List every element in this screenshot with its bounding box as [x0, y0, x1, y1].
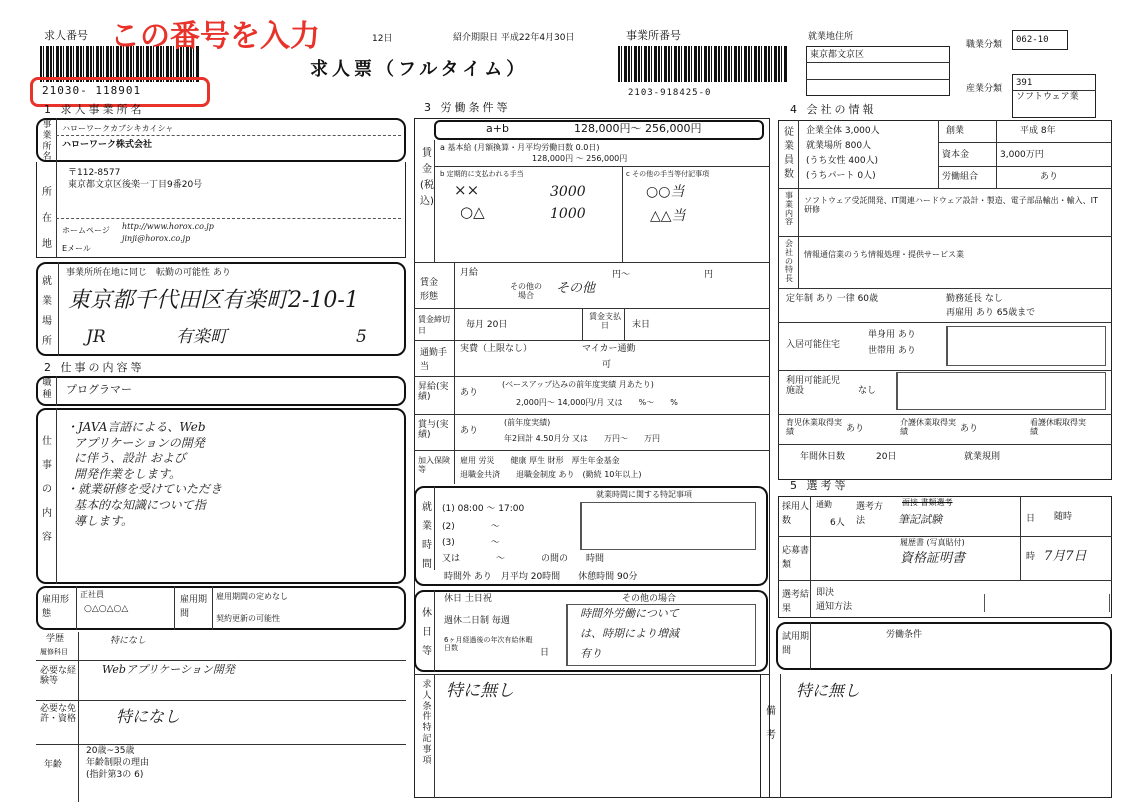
- b-amount-1: 1000: [550, 206, 586, 222]
- yukyu-unit: 日: [540, 648, 550, 658]
- mycar-value: 可: [602, 360, 612, 370]
- c-item-0: ○○当: [646, 184, 685, 200]
- setai: 世帯用 あり: [868, 346, 916, 356]
- tsuchi: 通知方法: [816, 602, 853, 612]
- shokushu: プログラマー: [66, 383, 132, 396]
- instruction-overlay: この番号を入力: [110, 19, 320, 54]
- saiyo-value: 6人: [830, 518, 845, 528]
- kyujin-bango-label: 求人番号: [44, 29, 88, 42]
- teinen: 定年制 あり 一律 60歳: [786, 294, 879, 304]
- shoyo-value: あり: [460, 426, 479, 436]
- sec1-title: 1 求人事業所名: [44, 103, 145, 116]
- hoken-row2: 退職金共済 退職金制度 あり (勤続 10年以上): [460, 470, 642, 479]
- name-label: 事業所名: [42, 120, 52, 163]
- jugyoin-row-1: 就業場所 800人: [806, 141, 872, 151]
- a-value: 128,000円 ～ 256,000円: [532, 154, 628, 163]
- naiyo-line: に伴う、設計 および: [74, 451, 186, 466]
- company-name: ハローワーク株式会社: [62, 140, 153, 150]
- tokucho-label: 会社の特長: [785, 239, 793, 284]
- hi-unit: 日: [1026, 514, 1036, 524]
- koyo-label: 雇用形態: [42, 595, 70, 619]
- jigyo-value: ソフトウェア受託開発、IT関連ハードウェア設計・製造、電子部品輸出・輸入、IT研修: [804, 196, 1098, 215]
- keiken-value: Webアプリケーション開発: [102, 663, 235, 676]
- nenkan-value: 20日: [876, 452, 897, 462]
- shokushu-label: 職種: [42, 378, 52, 400]
- kikan2: 契約更新の可能性: [216, 614, 280, 623]
- shiyo-label: 試用期間: [782, 632, 810, 657]
- jigyosho-barcode: [618, 46, 788, 82]
- koyo-type: 正社員: [80, 590, 104, 599]
- jutaku-label: 入居可能住宅: [786, 340, 841, 350]
- jikangai: 時間外 あり 月平均 20時間 休憩時間 90分: [444, 572, 638, 582]
- ji-unit: 時: [1026, 552, 1036, 562]
- jikan-label: 就業時間: [422, 502, 432, 570]
- jikan-note: 就業時間に関する特記事項: [596, 490, 692, 499]
- keiken-label: 必要な経験等: [40, 666, 77, 687]
- shimebi-value: 毎月 20日: [466, 320, 508, 330]
- saiyo-label: 採用人数: [782, 502, 810, 527]
- kisoku: 就業規則: [964, 452, 1001, 462]
- b-name-0: ××: [454, 181, 480, 199]
- email-label: Eメール: [62, 244, 91, 253]
- menkyo-label: 必要な免許・資格: [40, 704, 77, 725]
- senko-strike: 面接 書類選考: [902, 498, 953, 507]
- nenrei-label: 年齢: [44, 760, 63, 770]
- kumiai-value: あり: [1040, 172, 1059, 182]
- b-label: b 定期的に支払われる手当: [440, 170, 524, 178]
- gakureki-value: 特になし: [110, 636, 147, 646]
- nenkan-label: 年間休日数: [800, 452, 846, 462]
- tanshin: 単身用 あり: [868, 330, 916, 340]
- chingin-label: 賃金(税込): [420, 148, 434, 207]
- jikan-row-4: 又は ～ の間の 時間: [442, 554, 605, 564]
- email-value[interactable]: jinji@horox.co.jp: [122, 234, 191, 243]
- work-label: 就業場所: [42, 276, 52, 347]
- shokugyo-label: 職業分類: [966, 40, 1003, 50]
- jikan-row-1: (1) 08:00 ～ 17:00: [442, 504, 525, 514]
- kinmu-encho: 勤務延長 なし: [946, 294, 1003, 304]
- jutaku-box: [946, 326, 1106, 366]
- nenrei-1: 20歳~35歳: [86, 746, 135, 756]
- shimebi-label: 賃金締切日: [418, 315, 450, 336]
- shihon-label: 資本金: [942, 150, 970, 160]
- sangyo-label: 産業分類: [966, 84, 1003, 94]
- takuji-box: [896, 372, 1106, 410]
- c-label: c その他の手当等付記事項: [626, 170, 710, 178]
- shiyo-box: [776, 622, 1112, 670]
- biko-label: 備考: [766, 706, 776, 741]
- kekka-label: 選考結果: [782, 590, 810, 615]
- shoyo-label: 賞与(実績): [418, 420, 449, 441]
- sonota-label: その他の場合: [510, 282, 542, 301]
- saikoyo: 再雇用 あり 65歳まで: [946, 308, 1036, 318]
- keitai-label: 賃金形態: [420, 278, 439, 303]
- date-fragment: 12日: [372, 34, 393, 44]
- naiyo-line: ・就業研修を受けていただき: [66, 482, 223, 497]
- work-hw1: 東京都千代田区有楽町2-10-1: [68, 288, 359, 313]
- naiyo-label: 仕事の内容: [42, 436, 52, 543]
- tokki-label: 求人条件特記事項: [422, 680, 432, 766]
- homepage-value[interactable]: http://www.horox.co.jp: [122, 222, 214, 231]
- ab-label: a+b: [486, 122, 509, 135]
- yukyu: 6ヶ月経過後の年次有給休暇日数: [444, 636, 533, 653]
- oubo-hw: 資格証明書: [900, 551, 966, 566]
- mycar: マイカー通勤: [582, 344, 636, 354]
- ikuji-value: あり: [846, 424, 865, 434]
- shokyu-value: あり: [460, 388, 479, 398]
- work-hw4: 5: [356, 327, 367, 347]
- shihon-value: 3,000万円: [1000, 150, 1044, 160]
- tokucho-value: 情報通信業のうち情報処理・提供サービス業: [804, 250, 964, 259]
- soritsu-value: 平成 8年: [1020, 126, 1056, 136]
- sec3-title: 3 労働条件等: [424, 101, 511, 114]
- shugyo-value: 東京都文京区: [810, 50, 865, 60]
- yen1: 円～: [612, 270, 631, 280]
- shukyu: 週休二日制 毎週: [444, 616, 510, 626]
- shugyo-label: 就業地住所: [808, 32, 854, 42]
- kyujitsu-hw-0: 時間外労働について: [580, 607, 679, 620]
- gakureki-label: 学歴: [46, 634, 65, 644]
- jugyoin-row-0: 企業全体 3,000人: [806, 126, 880, 136]
- naiyo-line: アプリケーションの開発: [74, 435, 205, 450]
- shokyu-note: (ベースアップ込みの前年度実績 月あたり): [502, 380, 654, 389]
- nenrei-2: 年齢制限の理由: [86, 758, 150, 768]
- menkyo-value: 特になし: [116, 707, 181, 726]
- work-note: 事業所所在地に同じ 転勤の可能性 あり: [66, 268, 231, 278]
- shiharai-label: 賃金支払日: [589, 312, 621, 331]
- tokki-value: 特に無し: [446, 681, 514, 701]
- sangyo-name: ソフトウェア業: [1016, 92, 1079, 102]
- naiyo-line: 開発作業をします。: [74, 466, 182, 481]
- shokyu-label: 昇給(実績): [418, 382, 449, 403]
- naiyo-lines: [66, 420, 222, 529]
- takuji-label: 利用可能託児施設: [786, 376, 841, 397]
- oubo-date: 7月7日: [1044, 549, 1087, 564]
- yen2: 円: [704, 270, 714, 280]
- sonota-value: その他: [556, 281, 596, 296]
- b-name-1: ○△: [460, 203, 485, 221]
- jugyoin-row-3: (うちパート 0人): [806, 171, 876, 181]
- sec4-title: 4 会社の情報: [790, 103, 877, 116]
- biko-value: 特に無し: [796, 681, 861, 700]
- tsukin-value: 実費（上限なし）: [460, 344, 533, 354]
- homepage-label: ホームページ: [62, 226, 110, 235]
- postal: 〒112-8577: [68, 168, 121, 178]
- c-item-1: △△当: [650, 208, 686, 224]
- jugyoin-label: 従業員数: [784, 127, 794, 180]
- kyujitsu-hw-2: 有り: [580, 647, 602, 660]
- kyujin-bango-value[interactable]: 21030- 118901: [42, 84, 142, 97]
- kyujitsu-value: 休日 土日祝: [444, 594, 492, 604]
- kumiai-label: 労働組合: [942, 172, 979, 182]
- zuiji: 随時: [1054, 512, 1073, 522]
- jigyosho-bango-label: 事業所番号: [626, 29, 681, 42]
- sec5-title: 5 選考等: [790, 479, 849, 492]
- work-hw3: 有楽町: [176, 327, 227, 347]
- tsukin-label: 通勤手当: [420, 348, 448, 373]
- senko-label: 選考方法: [856, 502, 884, 527]
- shoyo-note: (前年度実績): [504, 418, 551, 427]
- jigyosho-bango-value: 2103-918425-0: [628, 88, 712, 98]
- addr-label: 所在地: [42, 187, 52, 250]
- b-amount-0: 3000: [550, 184, 586, 200]
- senko-hw: 筆記試験: [898, 513, 942, 526]
- kyujitsu-label: 休日等: [422, 608, 432, 657]
- tsuchi-box: [984, 594, 1110, 612]
- rirekisho: 履歴書 (写真貼付): [900, 538, 965, 547]
- work-hw2: JR: [86, 327, 106, 347]
- gakureki-sub: 履修科目: [40, 648, 68, 656]
- saiyo-tsukin: 通勤: [816, 500, 832, 509]
- hoken-row1: 雇用 労災 健康 厚生 財形 厚生年金基金: [460, 456, 620, 465]
- shiharai-value: 末日: [632, 320, 651, 330]
- kekka-value: 即決: [816, 588, 835, 598]
- nenrei-3: (指針第3の 6): [86, 770, 144, 780]
- shokugyo-value: 062-10: [1016, 35, 1049, 45]
- ikuji-label: 育児休業取得実績: [786, 418, 842, 437]
- a-label: a 基本給 (月額換算・月平均労働日数 0.0日): [440, 143, 600, 152]
- address: 東京都文京区後楽一丁目9番20号: [68, 180, 203, 190]
- ab-value: 128,000円～ 256,000円: [574, 122, 702, 135]
- sec2-title: 2 仕事の内容等: [44, 361, 145, 374]
- shokyu-range: 2,000円～ 14,000円/月 又は %～ %: [516, 398, 678, 407]
- jikan-row-3: (3) ～: [442, 538, 500, 548]
- sangyo-code: 391: [1016, 78, 1033, 88]
- kango-label: 看護休暇取得実績: [1030, 418, 1086, 437]
- kikan-label: 雇用期間: [180, 595, 208, 619]
- jikan-row-2: (2) ～: [442, 522, 500, 532]
- oubo-label: 応募書類: [782, 546, 810, 571]
- kana: ハローワークカブシキカイシャ: [62, 124, 174, 133]
- kaigo-value: あり: [960, 424, 979, 434]
- kikan1: 雇用期間の定めなし: [216, 592, 288, 601]
- koyo-hw: ○△○△○△: [84, 604, 129, 614]
- shoyo-detail: 年2回計 4.50月分 又は 万円～ 万円: [504, 434, 660, 443]
- naiyo-line: 基本的な知識について指: [74, 497, 206, 512]
- hoken-label: 加入保険等: [418, 456, 450, 475]
- jugyoin-row-2: (うち女性 400人): [806, 156, 879, 166]
- kyujitsu-hw-1: は、時期により増減: [580, 627, 679, 640]
- kyujitsu-sonota: その他の場合: [622, 594, 677, 604]
- gekkyu: 月給: [460, 268, 479, 278]
- shokai-kigen: 紹介期限日 平成22年4月30日: [453, 33, 575, 43]
- shiyo-value: 労働条件: [886, 630, 923, 640]
- naiyo-line: ・JAVA言語による、Web: [66, 420, 206, 434]
- kaigo-label: 介護休業取得実績: [900, 418, 956, 437]
- page-title: 求人票（フルタイム）: [310, 59, 529, 80]
- soritsu-label: 創業: [946, 126, 965, 136]
- naiyo-line: 導します。: [74, 513, 134, 528]
- takuji-value: なし: [858, 386, 877, 396]
- jikan-note-box: [580, 502, 756, 550]
- jigyo-label: 事業内容: [785, 191, 793, 227]
